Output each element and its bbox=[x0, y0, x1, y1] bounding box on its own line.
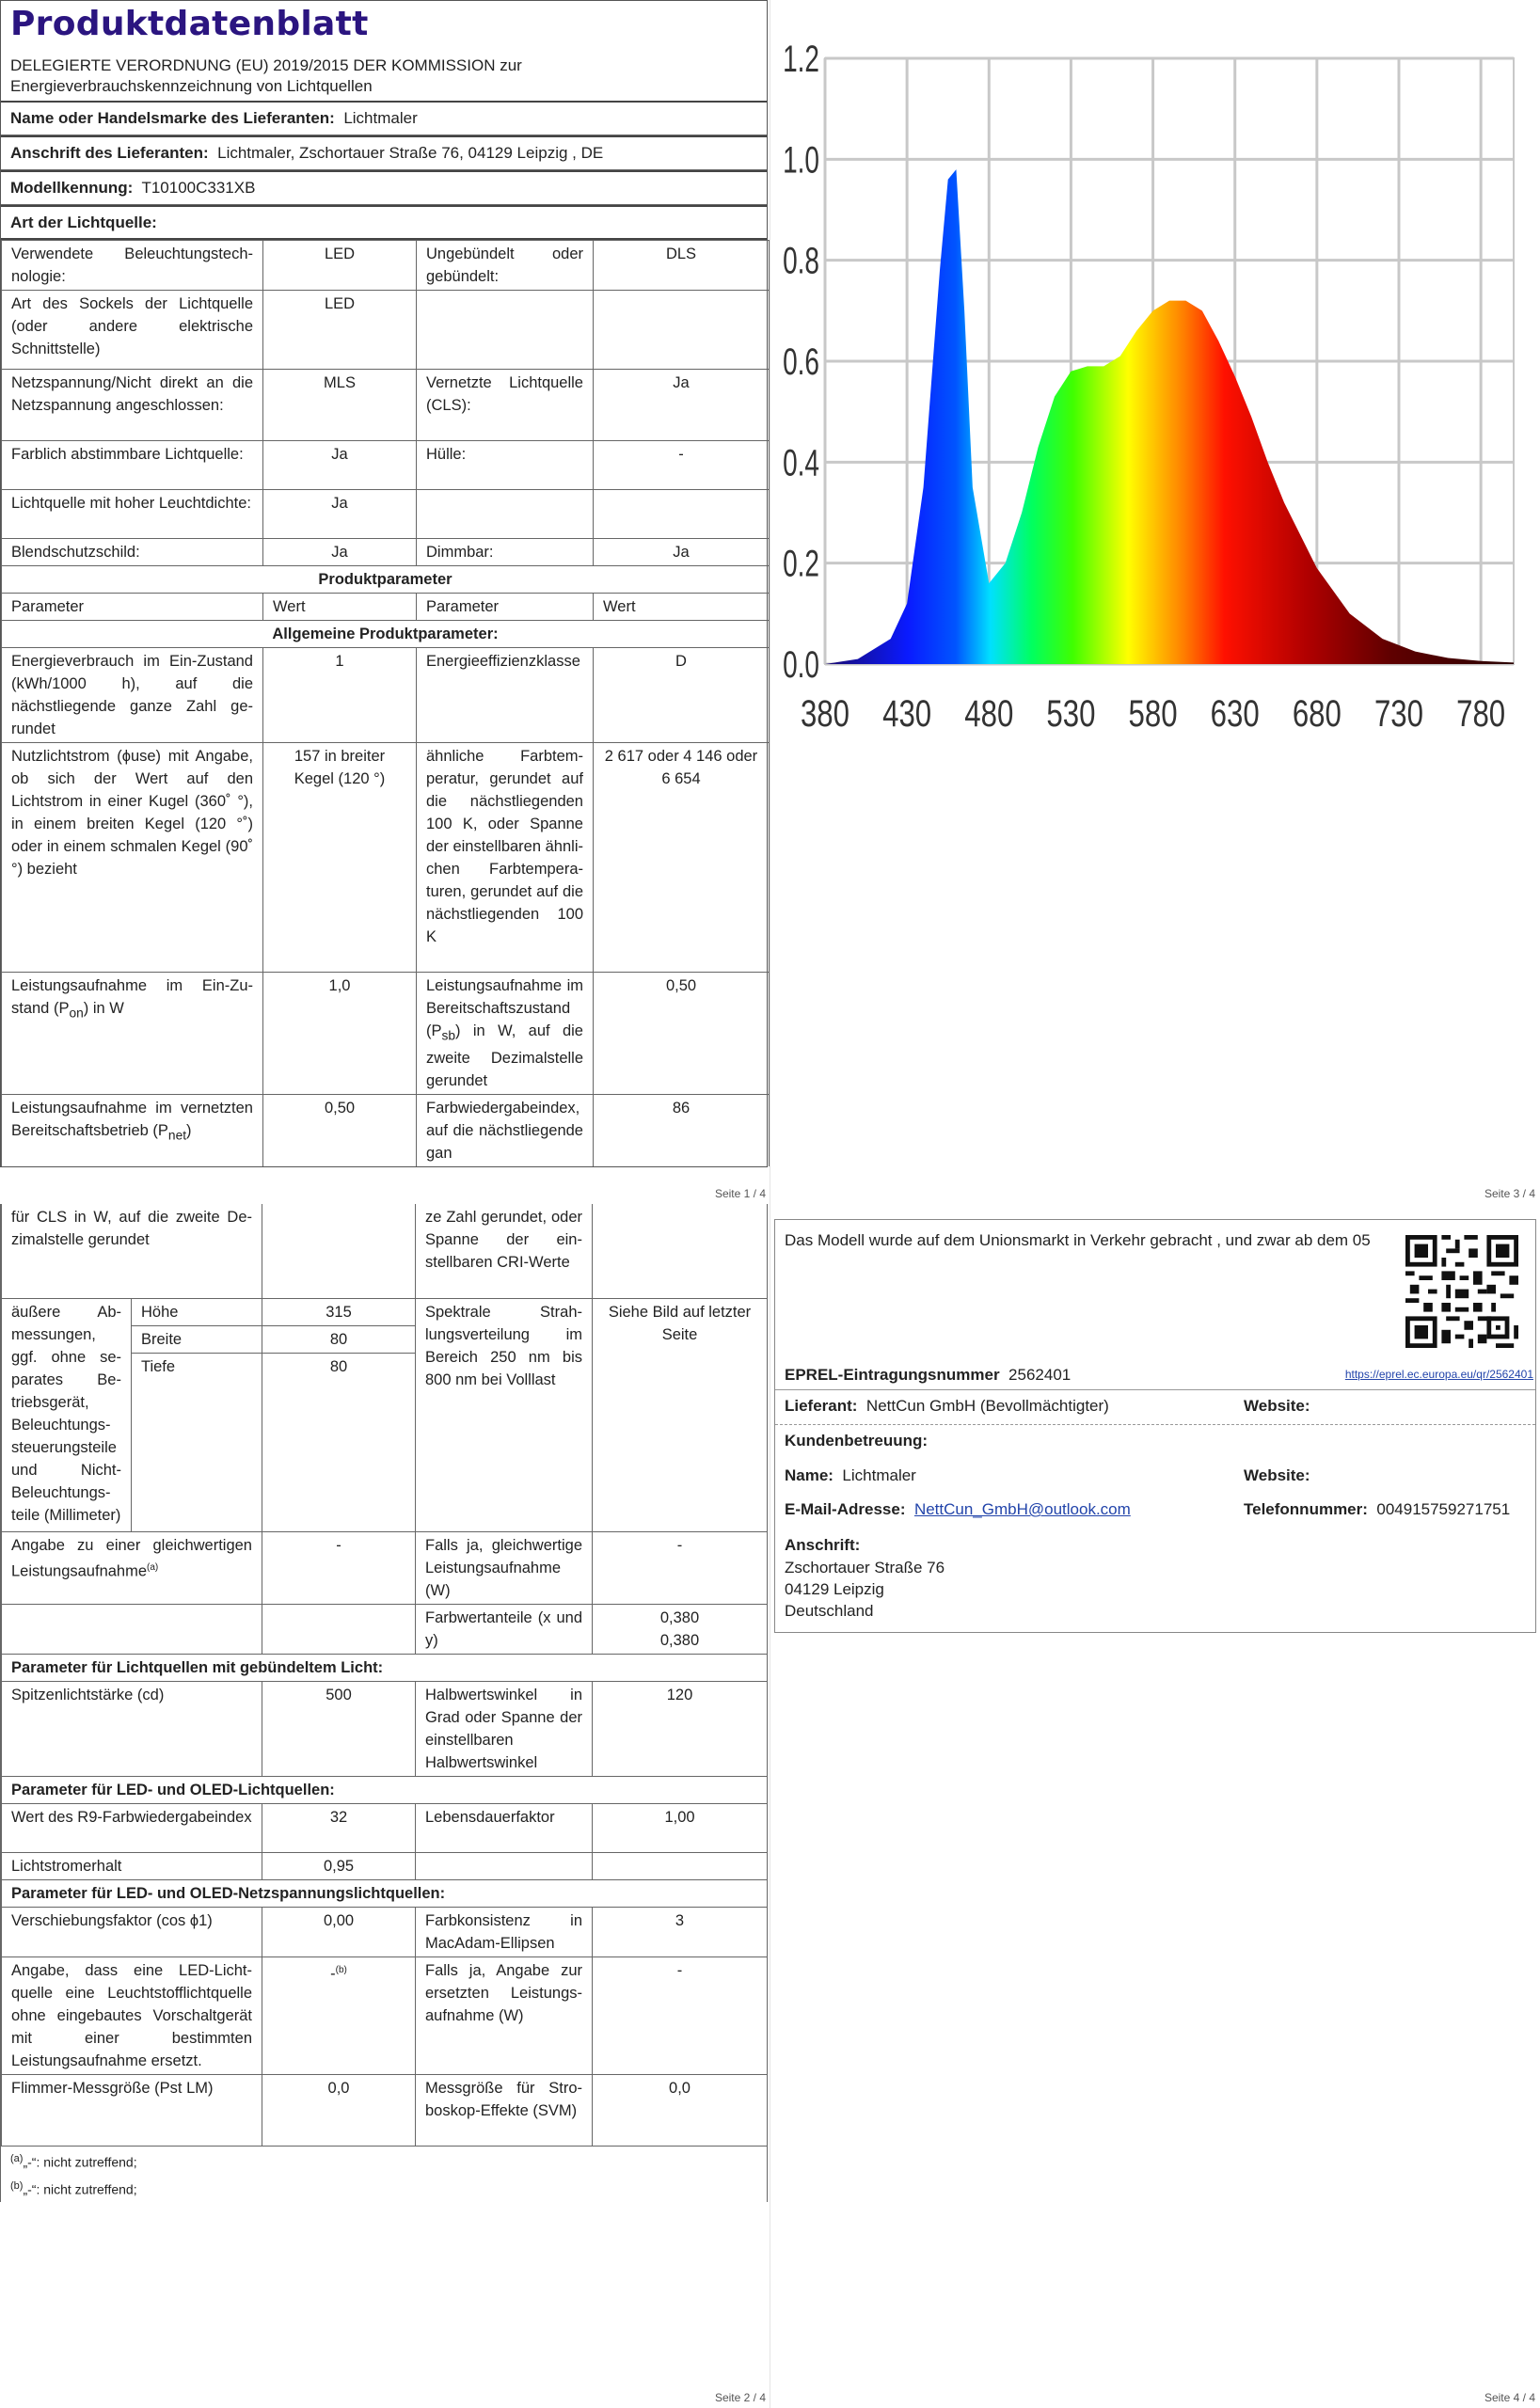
table-cell: Farbkonsistenz in MacAdam-Ellipsen bbox=[416, 1907, 593, 1956]
table-row bbox=[2, 441, 770, 490]
table-cell: 500 bbox=[262, 1681, 416, 1776]
table-cell: Farbwertanteile (x und y) bbox=[416, 1604, 593, 1654]
col-header-value: Wert bbox=[263, 594, 417, 621]
table-row bbox=[2, 1095, 770, 1167]
y-tick-label: 0.4 bbox=[783, 442, 819, 484]
website-label: Website: bbox=[1244, 1397, 1310, 1415]
footnote-a bbox=[1, 2147, 767, 2175]
page-number: Seite 4 / 4 bbox=[1484, 2391, 1535, 2404]
qr-code-icon[interactable] bbox=[1405, 1235, 1518, 1348]
psb-sub: sb bbox=[441, 1028, 456, 1043]
supplier-address-label: Anschrift des Lieferanten: bbox=[10, 144, 209, 162]
eprel-label: EPREL-Eintragungsnummer bbox=[785, 1366, 1000, 1384]
table-cell: Falls ja, gleichwertige Leistungsaufnahme (W) bbox=[416, 1531, 593, 1604]
table-cell: D bbox=[594, 648, 770, 743]
pnet-sub: net bbox=[167, 1128, 187, 1143]
footnote-b bbox=[1, 2174, 767, 2202]
supplier-address-row bbox=[1, 135, 767, 170]
x-tick-label: 580 bbox=[1128, 692, 1178, 735]
table-cell: - bbox=[262, 1531, 416, 1604]
table-cell: Lichtstromerhalt bbox=[2, 1852, 262, 1879]
table-row bbox=[2, 973, 770, 1095]
table-cell: Lebensdauerfaktor bbox=[416, 1803, 593, 1852]
table-cell bbox=[594, 490, 770, 539]
replace-value: - bbox=[330, 1965, 336, 1982]
table-cell: Lichtquelle mit hoher Leuchtdichte: bbox=[2, 490, 263, 539]
footnote-a-mark: (a) bbox=[10, 2152, 24, 2164]
table-cell: DLS bbox=[594, 241, 770, 291]
table-row bbox=[2, 1654, 768, 1681]
dim-height-value: 315 bbox=[262, 1298, 416, 1325]
table-cell: ähnliche Farbtemperatur, gerundet auf die nächstliegenden 100 K, oder Spanne der einstellbaren ähnlichen Farbtemperaturen, gerundet auf die nächstliegenden 100 K bbox=[417, 743, 594, 973]
page-number: Seite 3 / 4 bbox=[1484, 1187, 1535, 1200]
table-row bbox=[2, 1531, 768, 1604]
table-cell: - bbox=[594, 441, 770, 490]
col-header-param: Parameter bbox=[2, 594, 263, 621]
supplier-wrap bbox=[785, 1397, 1109, 1416]
table-cell: 1 bbox=[263, 648, 417, 743]
table-cell bbox=[594, 291, 770, 370]
table-cell: 120 bbox=[593, 1681, 768, 1776]
table-row bbox=[2, 1298, 768, 1325]
table-cell: 32 bbox=[262, 1803, 416, 1852]
spectral-distribution-chart bbox=[770, 28, 1539, 762]
contact-name-wrap bbox=[785, 1466, 916, 1485]
chroma-y: 0,380 bbox=[659, 1631, 700, 1649]
supplier-label: Lieferant: bbox=[785, 1397, 858, 1415]
email-wrap bbox=[785, 1500, 1131, 1519]
model-value: T10100C331XB bbox=[141, 179, 256, 197]
product-params-heading: Produktparameter bbox=[2, 566, 770, 594]
customer-service-label: Kundenbetreuung: bbox=[785, 1432, 929, 1450]
x-tick-label: 380 bbox=[800, 692, 850, 735]
table-cell: Netzspannung/Nicht direkt an die Netzspannung angeschlossen: bbox=[2, 370, 263, 441]
table-cell bbox=[2, 1604, 262, 1654]
supplier-value: NettCun GmbH (Bevollmächtigter) bbox=[865, 1397, 1109, 1415]
page-1 bbox=[0, 0, 770, 1204]
table-cell: LED bbox=[263, 291, 417, 370]
table-row bbox=[2, 621, 770, 648]
table-row bbox=[2, 1956, 768, 2074]
table-cell: 0,95 bbox=[262, 1852, 416, 1879]
table-row bbox=[2, 594, 770, 621]
table-row bbox=[2, 370, 770, 441]
address-line-2: 04129 Leipzig bbox=[785, 1580, 884, 1598]
table-cell: 0,50 bbox=[263, 1095, 417, 1167]
page-number: Seite 2 / 4 bbox=[714, 2391, 766, 2404]
table-cell: Verwendete Beleuchtungstechnologie: bbox=[2, 241, 263, 291]
table-cell: 1,0 bbox=[263, 973, 417, 1095]
contact-name-value: Lichtmaler bbox=[842, 1466, 916, 1484]
table-cell: Vernetzte Lichtquelle (CLS): bbox=[417, 370, 594, 441]
table-cell: Farbwiedergabeindex, auf die nächstliegende gan bbox=[417, 1095, 594, 1167]
dim-width-value: 80 bbox=[262, 1325, 416, 1353]
directional-heading: Parameter für Lichtquellen mit gebündeltem Licht: bbox=[2, 1654, 768, 1681]
spectral-label: Spektrale Strahlungsverteilung im Bereich 250 nm bis 800 nm bei Volllast bbox=[416, 1298, 593, 1531]
pnet-label: Leistungsaufnahme im vernetzten Bereitschaftsbetrieb (P bbox=[11, 1100, 253, 1140]
params-table-continued bbox=[1, 1204, 768, 2147]
dims-label: äußere Abmessungen, ggf. ohne separates Betriebsgerät, Beleuchtungssteuerungsteile und Nicht-Beleuchtungsteile (Millimeter) bbox=[2, 1298, 132, 1531]
general-params-heading: Allgemeine Produktparameter: bbox=[2, 621, 770, 648]
page-2-frame bbox=[0, 1204, 768, 2202]
table-cell: Ja bbox=[594, 370, 770, 441]
x-tick-label: 430 bbox=[882, 692, 932, 735]
table-row bbox=[2, 1604, 768, 1654]
x-tick-label: 680 bbox=[1292, 692, 1342, 735]
table-cell: für CLS in W, auf die zweite Dezimalstelle gerundet bbox=[2, 1204, 262, 1298]
chroma-x: 0,380 bbox=[659, 1608, 700, 1626]
table-cell: 2 617 oder 4 146 oder 6 654 bbox=[594, 743, 770, 973]
table-row bbox=[2, 1776, 768, 1803]
dim-depth-label: Tiefe bbox=[132, 1353, 262, 1531]
table-cell: Dimmbar: bbox=[417, 539, 594, 566]
table-cell: Halbwertswinkel in Grad oder Spanne der einstellbaren Halbwertswinkel bbox=[416, 1681, 593, 1776]
pnet-label-end: ) bbox=[186, 1122, 192, 1140]
supplier-name-value: Lichtmaler bbox=[343, 109, 418, 127]
table-cell: Nutzlichtstrom (ϕuse) mit Angabe, ob sich der Wert auf den Lichtstrom in einer Kugel (360˚ °), in einem breiten Kegel (120 °˚) oder in einem schmalen Kegel (90˚ °) bezieht bbox=[2, 743, 263, 973]
page-title: Produktdatenblatt bbox=[10, 5, 369, 43]
table-cell: 0,50 bbox=[594, 973, 770, 1095]
table-cell bbox=[416, 1852, 593, 1879]
address-label: Anschrift: bbox=[785, 1536, 861, 1554]
table-row bbox=[2, 1681, 768, 1776]
table-cell bbox=[593, 1204, 768, 1298]
table-cell: Energieeffizienzklasse bbox=[417, 648, 594, 743]
eprel-link[interactable]: https://eprel.ec.europa.eu/qr/2562401 bbox=[1344, 1368, 1533, 1381]
supplier-name-row bbox=[1, 101, 767, 135]
footnote-b-mark: (b) bbox=[10, 2180, 24, 2193]
table-row bbox=[2, 1852, 768, 1879]
led-heading: Parameter für LED- und OLED-Lichtquellen: bbox=[2, 1776, 768, 1803]
x-tick-label: 730 bbox=[1373, 692, 1424, 735]
eprel-value: 2562401 bbox=[1008, 1366, 1072, 1384]
table-row bbox=[2, 1803, 768, 1852]
table-cell: Ja bbox=[594, 539, 770, 566]
supplier-name-label: Name oder Handelsmarke des Lieferanten: bbox=[10, 109, 335, 127]
table-cell: MLS bbox=[263, 370, 417, 441]
col-header-param-2: Parameter bbox=[417, 594, 594, 621]
light-source-table bbox=[1, 240, 770, 1166]
email-label: E-Mail-Adresse: bbox=[785, 1500, 906, 1518]
footnote-mark: (a) bbox=[147, 1561, 159, 1573]
phone-wrap bbox=[1244, 1500, 1510, 1519]
table-cell: Spitzenlichtstärke (cd) bbox=[2, 1681, 262, 1776]
table-cell: Ungebündelt oder gebündelt: bbox=[417, 241, 594, 291]
y-tick-label: 1.0 bbox=[783, 139, 819, 182]
table-row bbox=[2, 241, 770, 291]
y-tick-label: 0.6 bbox=[783, 341, 819, 384]
address-line-3: Deutschland bbox=[785, 1602, 874, 1620]
table-row bbox=[2, 566, 770, 594]
eprel-label-wrap bbox=[785, 1366, 1071, 1385]
table-cell: Messgröße für Stroboskop-Effekte (SVM) bbox=[416, 2074, 593, 2146]
table-cell bbox=[262, 1604, 416, 1654]
x-tick-label: 630 bbox=[1210, 692, 1260, 735]
pon-label: Leistungsaufnahme im Ein-Zustand (P bbox=[11, 977, 253, 1017]
footnote-a-text: „-“: nicht zutreffend; bbox=[23, 2154, 137, 2170]
table-cell: LED bbox=[263, 241, 417, 291]
phone-label: Telefonnummer: bbox=[1244, 1500, 1368, 1518]
email-link[interactable]: NettCun_GmbH@outlook.com bbox=[913, 1500, 1131, 1518]
table-cell: Verschiebungsfaktor (cos ϕ1) bbox=[2, 1907, 262, 1956]
dim-depth-value: 80 bbox=[262, 1353, 416, 1531]
table-cell: 0,0 bbox=[593, 2074, 768, 2146]
pon-sub: on bbox=[69, 1006, 84, 1021]
table-cell: Wert des R9-Farbwiedergabeindex bbox=[2, 1803, 262, 1852]
col-header-value-2: Wert bbox=[594, 594, 770, 621]
table-row bbox=[2, 2074, 768, 2146]
footnote-mark: (b) bbox=[335, 1964, 347, 1975]
table-cell bbox=[417, 291, 594, 370]
table-cell: 0,0 bbox=[262, 2074, 416, 2146]
table-cell bbox=[262, 1204, 416, 1298]
table-cell: - bbox=[593, 1531, 768, 1604]
page-number: Seite 1 / 4 bbox=[714, 1187, 766, 1200]
table-cell bbox=[262, 1956, 416, 2074]
x-tick-label: 780 bbox=[1456, 692, 1506, 735]
supplier-row bbox=[775, 1391, 1535, 1425]
table-cell: Farblich abstimmbare Lichtquelle: bbox=[2, 441, 263, 490]
page-4 bbox=[770, 1204, 1539, 2408]
table-cell: - bbox=[593, 1956, 768, 2074]
table-cell bbox=[2, 1531, 262, 1604]
spectral-value: Siehe Bild auf letzter Seite bbox=[593, 1298, 768, 1531]
table-cell bbox=[417, 973, 594, 1095]
table-cell: 157 in breiter Kegel (120 °) bbox=[263, 743, 417, 973]
page-3 bbox=[770, 0, 1539, 1204]
y-tick-label: 0.2 bbox=[783, 543, 819, 585]
table-cell: 0,00 bbox=[262, 1907, 416, 1956]
y-tick-label: 0.8 bbox=[783, 240, 819, 282]
pon-label-end: ) in W bbox=[83, 1000, 124, 1017]
dim-height-label: Höhe bbox=[132, 1298, 262, 1325]
address-line-1: Zschortauer Straße 76 bbox=[785, 1559, 945, 1576]
page-1-frame bbox=[0, 0, 768, 1167]
table-cell: Ja bbox=[263, 490, 417, 539]
table-row bbox=[2, 490, 770, 539]
footnote-b-text: „-“: nicht zutreffend; bbox=[23, 2181, 137, 2197]
regulation-subtitle: DELEGIERTE VERORDNUNG (EU) 2019/2015 DER KOMMISSION zur Energieverbrauchskennzeichnung von Lichtquellen bbox=[10, 56, 522, 95]
table-cell: Falls ja, Angabe zur ersetzten Leistungsaufnahme (W) bbox=[416, 1956, 593, 2074]
light-source-type-row bbox=[1, 205, 767, 240]
y-tick-label: 1.2 bbox=[783, 39, 819, 81]
light-source-type-label: Art der Lichtquelle: bbox=[10, 214, 157, 231]
table-row bbox=[2, 291, 770, 370]
table-row bbox=[2, 539, 770, 566]
page-2 bbox=[0, 1204, 770, 2408]
website-label-2: Website: bbox=[1244, 1466, 1310, 1484]
supplier-address-value: Lichtmaler, Zschortauer Straße 76, 04129 Leipzig , DE bbox=[217, 144, 604, 162]
table-cell: Hülle: bbox=[417, 441, 594, 490]
table-cell: Ja bbox=[263, 539, 417, 566]
table-cell bbox=[2, 973, 263, 1095]
table-row bbox=[2, 648, 770, 743]
contact-name-label: Name: bbox=[785, 1466, 834, 1484]
table-row bbox=[2, 1879, 768, 1907]
table-cell bbox=[593, 1852, 768, 1879]
table-cell: 3 bbox=[593, 1907, 768, 1956]
table-cell: Flimmer-Messgröße (Pst LM) bbox=[2, 2074, 262, 2146]
y-tick-labels bbox=[783, 39, 819, 686]
x-tick-label: 530 bbox=[1046, 692, 1096, 735]
market-date-text: Das Modell wurde auf dem Unionsmarkt in Verkehr gebracht , und zwar ab dem 05 bbox=[785, 1231, 1371, 1249]
table-cell: Ja bbox=[263, 441, 417, 490]
x-tick-label: 480 bbox=[964, 692, 1014, 735]
x-tick-labels bbox=[801, 692, 1505, 735]
dim-width-label: Breite bbox=[132, 1325, 262, 1353]
y-tick-label: 0.0 bbox=[783, 644, 819, 687]
table-cell: 1,00 bbox=[593, 1803, 768, 1852]
equiv-label: Angabe zu einer gleichwertigen Leistungsaufnahme bbox=[11, 1536, 252, 1579]
psb-label-end: ) in W, auf die zweite Dezimalstelle gerundet bbox=[426, 1022, 583, 1090]
table-row bbox=[2, 743, 770, 973]
eprel-contact-box bbox=[774, 1219, 1536, 1633]
table-cell bbox=[593, 1604, 768, 1654]
table-cell: 86 bbox=[594, 1095, 770, 1167]
phone-value: 004915759271751 bbox=[1376, 1500, 1511, 1518]
table-cell: Angabe, dass eine LED-Lichtquelle eine Leuchtstofflichtquelle ohne eingebautes Vorschaltgerät mit einer bestimmten Leistungsaufnahme ersetzt. bbox=[2, 1956, 262, 2074]
model-row bbox=[1, 170, 767, 205]
model-label: Modellkennung: bbox=[10, 179, 134, 197]
table-cell: Art des Sockels der Lichtquelle (oder andere elektrische Schnittstelle) bbox=[2, 291, 263, 370]
table-row bbox=[2, 1907, 768, 1956]
mains-heading: Parameter für LED- und OLED-Netzspannungslichtquellen: bbox=[2, 1879, 768, 1907]
table-cell: Energieverbrauch im Ein-Zustand (kWh/1000 h), auf die nächstliegende ganze Zahl gerundet bbox=[2, 648, 263, 743]
table-cell bbox=[2, 1095, 263, 1167]
table-row bbox=[2, 1204, 768, 1298]
eprel-row bbox=[775, 1366, 1535, 1390]
table-cell: Blendschutzschild: bbox=[2, 539, 263, 566]
table-cell bbox=[417, 490, 594, 539]
table-cell: ze Zahl gerundet, oder Spanne der einstellbaren CRI-Werte bbox=[416, 1204, 593, 1298]
psb-label: Leistungsaufnahme im Bereitschaftszustand (P bbox=[426, 977, 583, 1039]
